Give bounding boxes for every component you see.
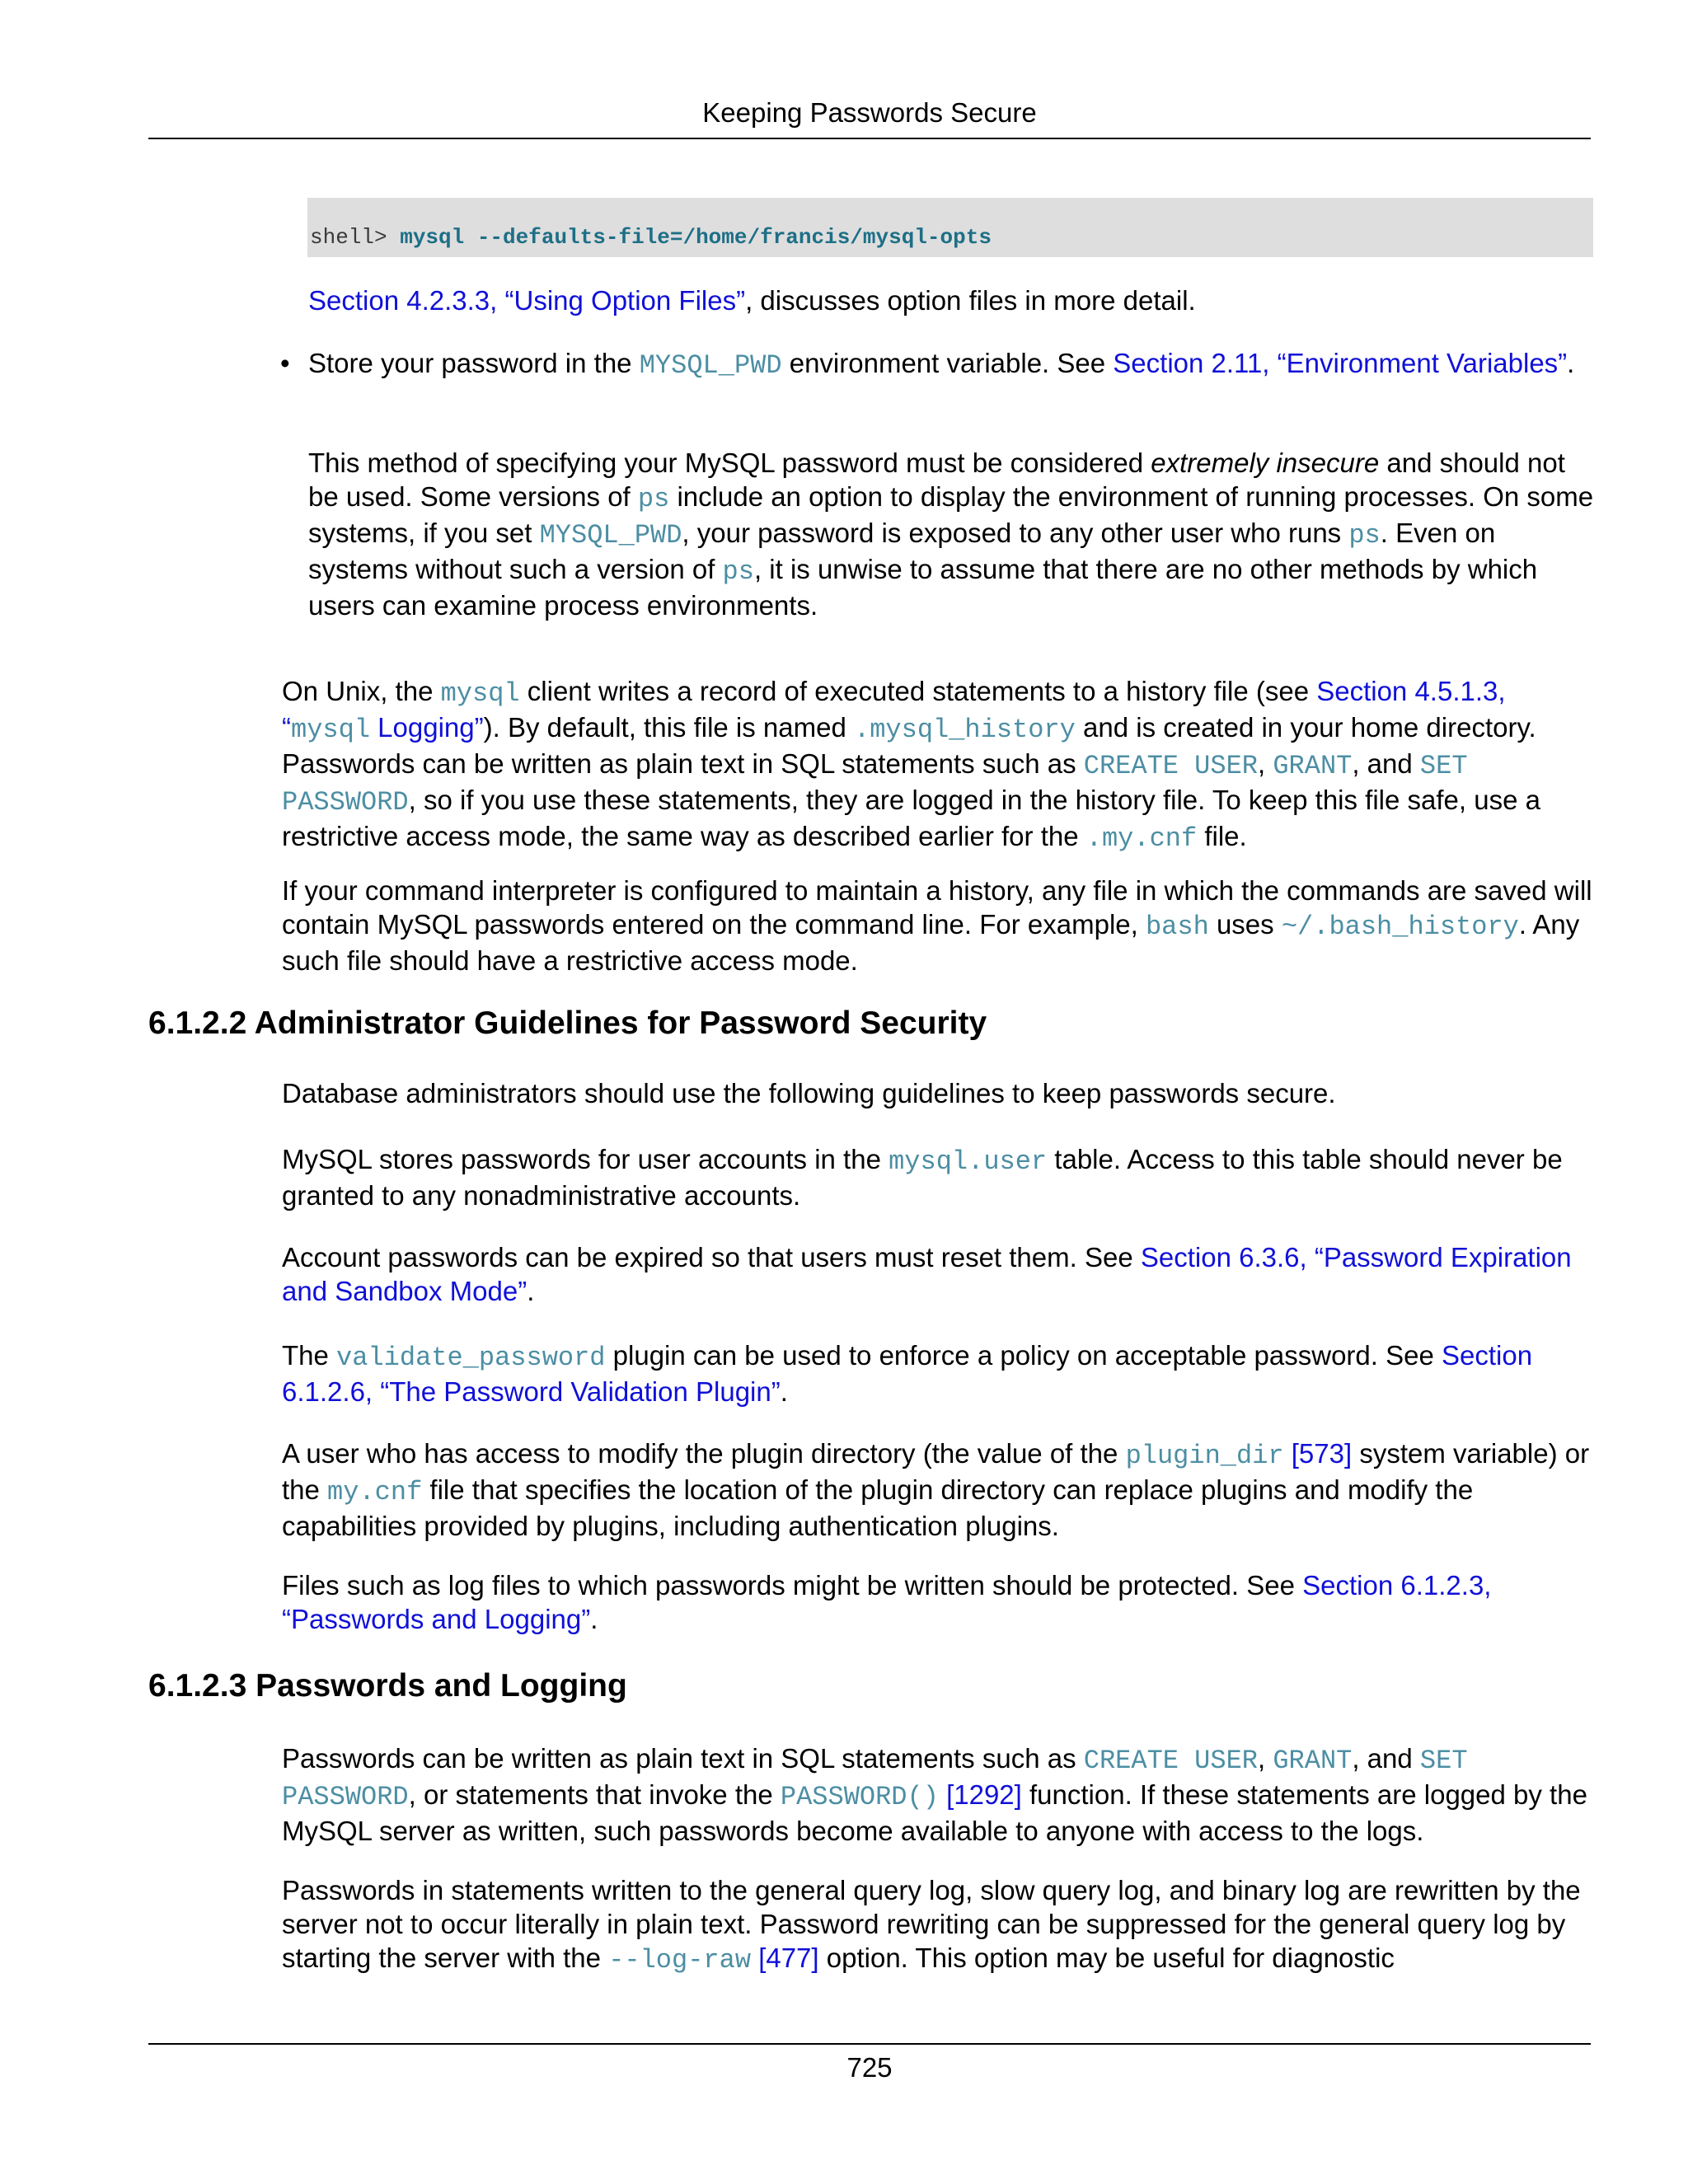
code-line — [310, 225, 992, 250]
link-using-option-files[interactable]: Section 4.2.3.3, “Using Option Files” — [308, 285, 746, 316]
mysql-user-table-paragraph: MySQL stores passwords for user accounts in the mysql.user table. Access to this table should never be granted to any nonadministrative accounts. — [282, 1144, 1563, 1211]
code-prompt: shell> — [310, 225, 401, 250]
section-heading-admin-guidelines: 6.1.2.2 Administrator Guidelines for Password Security — [148, 1005, 987, 1041]
link-passwords-and-logging[interactable]: Section 6.1.2.3, “Passwords and Logging” — [282, 1570, 1492, 1634]
unix-history-paragraph: On Unix, the mysql client writes a record of executed statements to a history file (see Section 4.5.1.3, “mysql Logging”). By default, this file is named .mysql_history and is created in your home directory. Passwords can be written as plain text in SQL statements such as CREATE USER, GRANT, and SET PASSWORD, so if you use these statements, they are logged in the history file. To keep this file safe, use a restrictive access mode, the same way as described earlier for the .my.cnf file. — [282, 676, 1540, 854]
link-password-validation-plugin[interactable]: Section 6.1.2.6, “The Password Validation Plugin” — [282, 1340, 1533, 1407]
page-number: 725 — [846, 2052, 893, 2083]
link-mysql-logging[interactable]: Section 4.5.1.3, “mysql Logging” — [282, 676, 1506, 745]
link-password-expiration[interactable]: Section 6.3.6, “Password Expiration and Sandbox Mode” — [282, 1242, 1572, 1306]
command-interpreter-paragraph: If your command interpreter is configured to maintain a history, any file in which the commands are saved will contain MySQL passwords entered on the command line. For example, bash uses ~/.bash_history. Any such file should have a restrictive access mode. — [282, 875, 1592, 976]
insecure-warning-paragraph: This method of specifying your MySQL password must be considered extremely insecure and should not be used. Some versions of ps include an option to display the environment of running processes. On some systems, if you set MYSQL_PWD, your password is exposed to any other user who runs ps. Even on systems without such a version of ps, it is unwise to assume that there are no other methods by which users can examine process environments. — [308, 448, 1594, 621]
link-ref-573[interactable]: [573] — [1291, 1438, 1353, 1469]
plugin-directory-paragraph: A user who has access to modify the plugin directory (the value of the plugin_dir [573] system variable) or the my.cnf file that specifies the location of the plugin directory can replace plugins and modify the capabilities provided by plugins, including authentication plugins. — [282, 1438, 1590, 1541]
code-mysql-pwd: MYSQL_PWD — [639, 350, 782, 381]
header-rule — [148, 138, 1591, 139]
bullet-item-env-var: Store your password in the MYSQL_PWD environment variable. See Section 2.11, “Environment Variables”. — [308, 348, 1575, 381]
section-heading-passwords-logging: 6.1.2.3 Passwords and Logging — [148, 1668, 627, 1704]
page-header-title: Keeping Passwords Secure — [702, 97, 1037, 128]
password-rewriting-paragraph: Passwords in statements written to the general query log, slow query log, and binary log are rewritten by the server not to occur literally in plain text. Password rewriting can be suppressed for the general query log by starting the server with the --log-raw [477] option. This option may be useful for diagnostic — [282, 1875, 1581, 1975]
code-command: mysql --defaults-file=/home/francis/mysql-opts — [400, 225, 992, 250]
link-ref-477[interactable]: [477] — [758, 1943, 819, 1973]
code-block — [307, 198, 1593, 257]
validate-password-paragraph: The validate_password plugin can be used to enforce a policy on acceptable password. See Section 6.1.2.6, “The Password Validation Plugin”. — [282, 1340, 1533, 1407]
admin-guidelines-intro: Database administrators should use the following guidelines to keep passwords secure. — [282, 1078, 1336, 1108]
link-ref-1292[interactable]: [1292] — [946, 1779, 1022, 1810]
link-environment-variables[interactable]: Section 2.11, “Environment Variables” — [1113, 348, 1568, 378]
password-expiration-paragraph: Account passwords can be expired so that users must reset them. See Section 6.3.6, “Password Expiration and Sandbox Mode”. — [282, 1242, 1572, 1306]
log-files-paragraph: Files such as log files to which passwords might be written should be protected. See Section 6.1.2.3, “Passwords and Logging”. — [282, 1570, 1492, 1634]
option-files-paragraph: Section 4.2.3.3, “Using Option Files”, discusses option files in more detail. — [308, 285, 1196, 316]
plain-text-statements-paragraph: Passwords can be written as plain text in SQL statements such as CREATE USER, GRANT, and SET PASSWORD, or statements that invoke the PASSWORD() [1292] function. If these statements are logged by the MySQL server as written, such passwords become available to anyone with access to the logs. — [282, 1743, 1587, 1846]
emphasis-extremely-insecure: extremely insecure — [1151, 448, 1380, 478]
footer-rule — [148, 2043, 1591, 2045]
bullet-icon: • — [280, 348, 290, 378]
